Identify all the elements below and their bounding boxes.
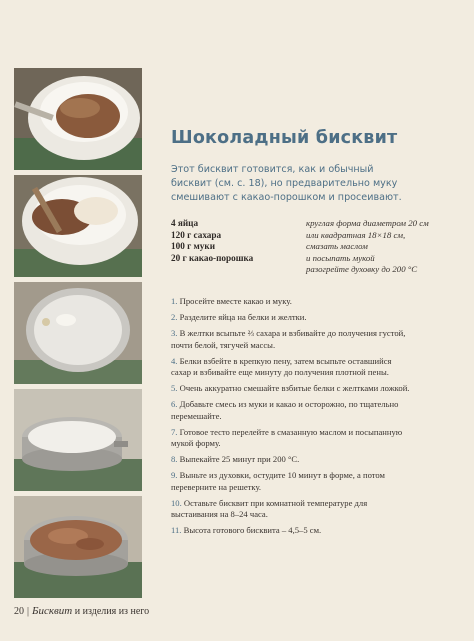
step-text: Белки взбейте в крепкую пену, затем всыпьте оставшийся сахар и взбивайте еще минуту до получения плотной пены.	[171, 355, 392, 378]
photo-springform-pan	[14, 389, 142, 491]
ingredient-item: 4 яйца	[171, 218, 199, 228]
note-item: смазать маслом	[306, 241, 368, 251]
note-item: круглая форма диаметром 20 см	[306, 218, 429, 228]
step-number: 2.	[171, 312, 178, 323]
step-number: 4.	[171, 355, 178, 366]
step-text: Просейте вместе какао и муку.	[179, 296, 292, 306]
step-number: 9.	[171, 470, 178, 481]
photo-baked-sponge	[14, 496, 142, 598]
step-photos	[14, 68, 142, 603]
step-text: Выньте из духовки, остудите 10 минут в форме, а потом переверните на решетку.	[171, 470, 385, 492]
step-item	[171, 356, 411, 378]
equipment-notes	[306, 218, 429, 276]
step-text: Выпекайте 25 минут при 200 °С.	[179, 454, 300, 465]
step-item	[171, 470, 411, 492]
section-subtitle: и изделия из него	[74, 606, 150, 617]
ingredient-item: 100 г муки	[171, 241, 215, 251]
step-text: Готовое тесто перелейте в смазанную маслом и посыпанную мукой форму.	[171, 426, 403, 449]
footer-divider: |	[27, 606, 30, 617]
ingredient-item: 20 г какао-порошка	[171, 252, 254, 263]
ingredient-item: 120 г сахара	[171, 229, 222, 240]
photo-mixing-batter	[14, 175, 142, 277]
section-name: Бисквит	[32, 605, 73, 617]
step-text: Высота готового бисквита – 4,5–5 см.	[183, 525, 322, 536]
note-item: разогрейте духовку до 200 °С	[306, 264, 418, 274]
note-item: или квадратная 18×18 см,	[306, 229, 406, 240]
step-item	[171, 328, 411, 350]
step-text: Очень аккуратно смешайте взбитые белки с желтками ложкой.	[179, 383, 410, 394]
ingredients-list	[171, 218, 301, 264]
note-item: и посыпать мукой	[306, 252, 375, 263]
step-text: Добавьте смесь из муки и какао и осторожно, по тщательно перемешайте.	[171, 399, 399, 421]
step-number: 5.	[171, 383, 178, 394]
step-number: 11.	[171, 525, 182, 536]
step-text: Оставьте бисквит при комнатной температуре для выстаивания на 8–24 часа.	[171, 497, 368, 520]
photo-cocoa-flour-bowl	[14, 68, 142, 170]
photo-greased-pan	[14, 282, 142, 384]
step-text: В желтки всыпьте ⅔ сахара и взбивайте до получения густой, почти белой, тягучей массы.	[171, 328, 406, 350]
recipe-title: Шоколадный бисквит	[171, 128, 398, 148]
method-steps	[171, 296, 411, 541]
page-footer	[14, 605, 149, 617]
step-item	[171, 296, 411, 307]
step-item	[171, 525, 411, 536]
step-number: 1.	[171, 296, 178, 306]
step-number: 6.	[171, 399, 178, 410]
step-text: Разделите яйца на белки и желтки.	[179, 312, 307, 323]
step-number: 3.	[171, 328, 178, 339]
step-item	[171, 312, 411, 323]
step-number: 10.	[171, 497, 182, 508]
recipe-intro: Этот бисквит готовится, как и обычный бисквит (см. с. 18), но предварительно муку смешивают с какао-порошком и просеивают.	[171, 164, 402, 203]
step-number: 7.	[171, 426, 178, 437]
page-number: 20	[14, 606, 24, 617]
step-item	[171, 454, 411, 465]
step-item	[171, 383, 411, 394]
step-number: 8.	[171, 454, 178, 465]
step-item	[171, 399, 411, 421]
step-item	[171, 498, 411, 520]
step-item	[171, 427, 411, 449]
